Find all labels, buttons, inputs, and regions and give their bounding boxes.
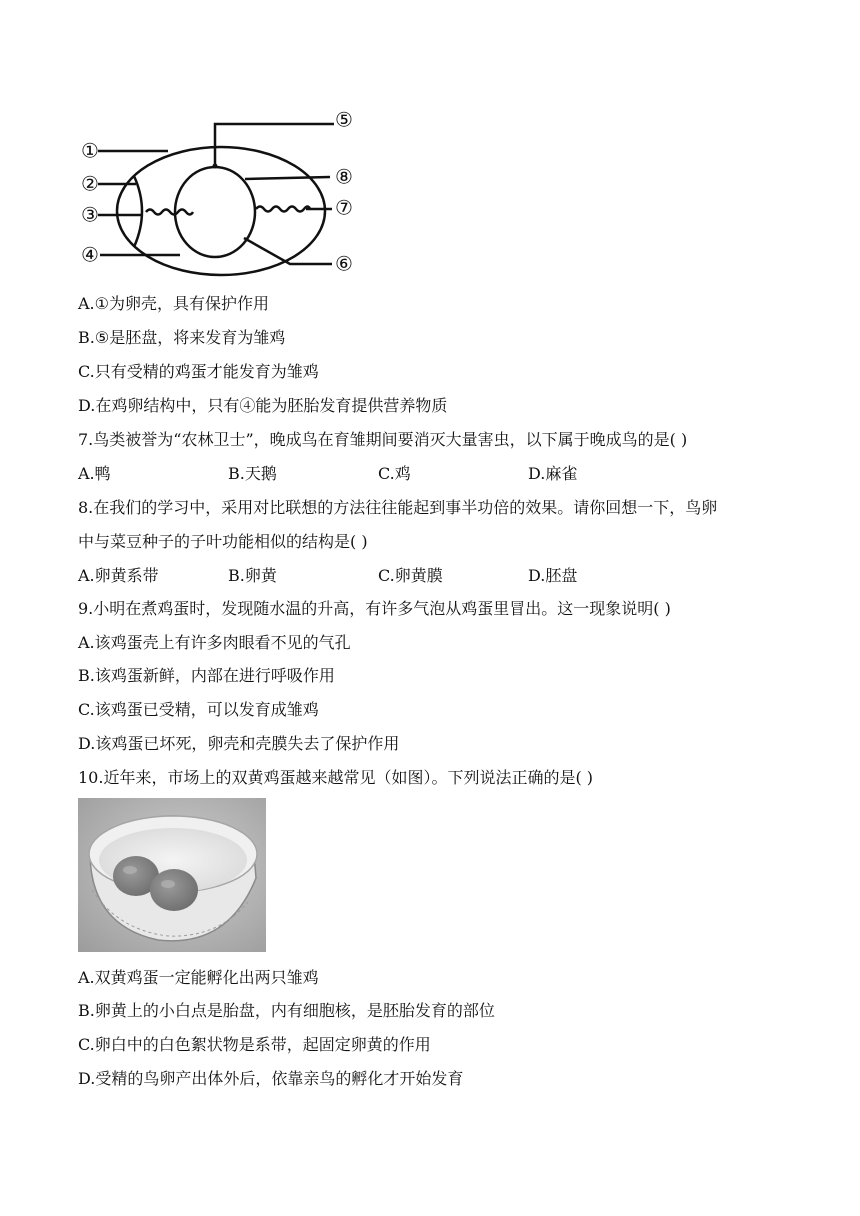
q7-option-a: A.鸭: [78, 464, 111, 483]
diagram-label-1: ①: [81, 138, 99, 163]
q8-option-a: A.卵黄系带: [78, 566, 159, 585]
diagram-label-3: ③: [81, 202, 99, 227]
q6-option-d: D.在鸡卵结构中，只有④能为胚胎发育提供营养物质: [78, 396, 448, 415]
air-chamber: [134, 176, 142, 247]
q10-stem: 10.近年来，市场上的双黄鸡蛋越来越常见（如图）。下列说法正确的是( ): [78, 768, 594, 787]
q9-option-d: D.该鸡蛋已坏死，卵壳和壳膜失去了保护作用: [78, 734, 400, 753]
chalaza-right: [256, 207, 310, 212]
q7-option-c: C.鸡: [378, 464, 411, 483]
q6-option-a: A.①为卵壳，具有保护作用: [78, 294, 269, 313]
q8-stem-line-2: 中与菜豆种子的子叶功能相似的结构是( ): [78, 532, 368, 551]
diagram-label-4: ④: [81, 242, 99, 267]
q10-option-d: D.受精的鸟卵产出体外后，依靠亲鸟的孵化才开始发育: [78, 1069, 464, 1088]
q10-option-a: A.双黄鸡蛋一定能孵化出两只雏鸡: [78, 968, 319, 987]
diagram-label-6: ⑥: [335, 251, 353, 276]
q9-option-b: B.该鸡蛋新鲜，内部在进行呼吸作用: [78, 666, 335, 685]
q10-option-c: C.卵白中的白色絮状物是系带，起固定卵黄的作用: [78, 1035, 431, 1054]
double-yolk-egg-photo: [78, 798, 266, 952]
egg-structure-diagram: [76, 104, 366, 284]
q7-stem: 7.鸟类被誉为“农林卫士”，晚成鸟在育雏期间要消灭大量害虫，以下属于晚成鸟的是( ): [78, 430, 688, 449]
germinal-disc: [213, 164, 218, 169]
q8-option-d: D.胚盘: [528, 566, 578, 585]
q8-option-b: B.卵黄: [228, 566, 277, 585]
diagram-label-5: ⑤: [335, 107, 353, 132]
yolk-right: [150, 869, 198, 911]
diagram-label-7: ⑦: [335, 195, 353, 220]
diagram-label-8: ⑧: [335, 164, 353, 189]
q9-option-a: A.该鸡蛋壳上有许多肉眼看不见的气孔: [78, 633, 351, 652]
chalaza-left: [146, 210, 193, 215]
q6-option-b: B.⑤是胚盘，将来发育为雏鸡: [78, 328, 286, 347]
q8-option-c: C.卵黄膜: [378, 566, 443, 585]
q10-option-b: B.卵黄上的小白点是胎盘，内有细胞核，是胚胎发育的部位: [78, 1001, 495, 1020]
q6-option-c: C.只有受精的鸡蛋才能发育为雏鸡: [78, 362, 319, 381]
q9-stem: 9.小明在煮鸡蛋时，发现随水温的升高，有许多气泡从鸡蛋里冒出。这一现象说明( ): [78, 599, 671, 618]
q7-option-b: B.天鹅: [228, 464, 277, 483]
q9-option-c: C.该鸡蛋已受精，可以发育成雏鸡: [78, 700, 319, 719]
q8-stem-line-1: 8.在我们的学习中，采用对比联想的方法往往能起到事半功倍的效果。请你回想一下，鸟卵: [78, 498, 718, 517]
diagram-label-2: ②: [81, 171, 99, 196]
q7-option-d: D.麻雀: [528, 464, 578, 483]
